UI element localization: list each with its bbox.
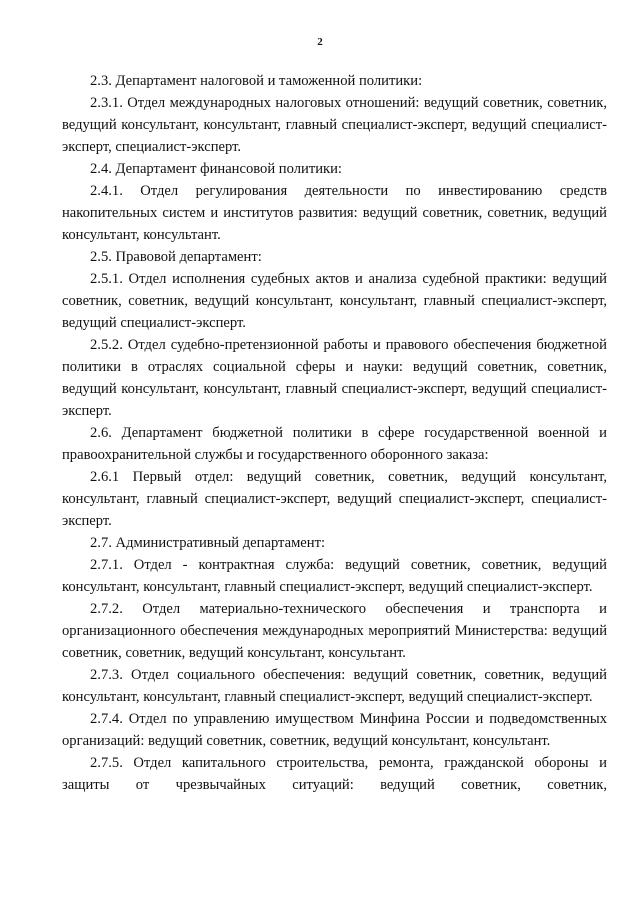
paragraph-2-7-1: 2.7.1. Отдел - контрактная служба: ведущий советник, советник, ведущий консультант, консультант, главный специалист-эксперт, ведущий специалист-эксперт.	[62, 557, 607, 595]
paragraph-2-7-5: 2.7.5. Отдел капитального строительства, ремонта, гражданской обороны и защиты от чрезвычайных ситуаций: ведущий советник, советник,	[62, 755, 607, 793]
paragraph-2-4-1: 2.4.1. Отдел регулирования деятельности по инвестированию средств накопительных систем и институтов развития: ведущий советник, советник, ведущий консультант, консультант.	[62, 183, 607, 243]
section-2-4-heading: 2.4. Департамент финансовой политики:	[90, 161, 342, 177]
paragraph-2-7-2: 2.7.2. Отдел материально-технического обеспечения и транспорта и организационного обеспечения международных мероприятий Министерства: ведущий советник, советник, ведущий консультант, консультант.	[62, 601, 607, 661]
paragraph-2-7-3: 2.7.3. Отдел социального обеспечения: ведущий советник, советник, ведущий консультант, консультант, главный специалист-эксперт, ведущий специалист-эксперт.	[62, 667, 607, 705]
paragraph-2-5-1: 2.5.1. Отдел исполнения судебных актов и анализа судебной практики: ведущий советник, советник, ведущий консультант, консультант, главный специалист-эксперт, ведущий специалист-эксперт.	[62, 271, 607, 331]
section-2-7-heading: 2.7. Административный департамент:	[90, 535, 326, 551]
page-number: 2	[317, 36, 323, 48]
section-2-3-heading: 2.3. Департамент налоговой и таможенной политики:	[90, 73, 423, 89]
paragraph-2-3-1: 2.3.1. Отдел международных налоговых отношений: ведущий советник, советник, ведущий консультант, консультант, главный специалист-эксперт, ведущий специалист-эксперт, специалист-эксперт.	[62, 95, 607, 155]
section-2-5-heading: 2.5. Правовой департамент:	[90, 249, 262, 265]
section-2-6-heading: 2.6. Департамент бюджетной политики в сфере государственной военной и правоохранительной службы и государственного оборонного заказа:	[62, 425, 607, 463]
paragraph-2-5-2: 2.5.2. Отдел судебно-претензионной работы и правового обеспечения бюджетной политики в отраслях социальной сферы и науки: ведущий советник, советник, ведущий консультант, консультант, главный специалист-эксперт, ведущий специалист-эксперт.	[62, 337, 607, 419]
paragraph-2-6-1: 2.6.1 Первый отдел: ведущий советник, советник, ведущий консультант, консультант, главный специалист-эксперт, ведущий специалист-эксперт, специалист-эксперт.	[62, 469, 607, 529]
paragraph-2-7-4: 2.7.4. Отдел по управлению имуществом Минфина России и подведомственных организаций: ведущий советник, советник, ведущий консультант, консультант.	[62, 711, 607, 749]
document-body	[62, 70, 607, 796]
